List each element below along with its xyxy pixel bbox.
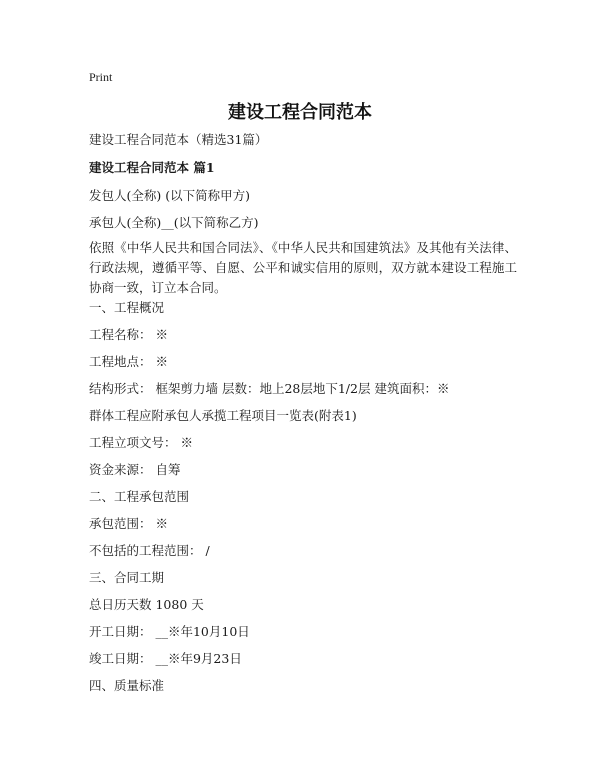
document-title: 建设工程合同范本 bbox=[228, 102, 372, 123]
intro-paragraph: 依照《中华人民共和国合同法》、《中华人民共和国建筑法》及其他有关法律、行政法规，遵循平等、自愿、公平和诚实信用的原则，双方就本建设工程施工协商一致，订立本合同。 bbox=[89, 240, 517, 295]
approval-number-line: 工程立项文号： ※ bbox=[89, 435, 193, 450]
scope-line: 承包范围： ※ bbox=[89, 516, 168, 531]
start-date-line: 开工日期： __※年10月10日 bbox=[89, 624, 250, 639]
project-name-line: 工程名称： ※ bbox=[89, 327, 168, 342]
section-1-heading: 一、工程概况 bbox=[89, 300, 165, 315]
section-3-heading: 三、合同工期 bbox=[89, 570, 165, 585]
contractor-line: 承包人(全称)__(以下简称乙方) bbox=[89, 215, 259, 230]
group-project-line: 群体工程应附承包人承揽工程项目一览表(附表1) bbox=[89, 408, 357, 423]
section-2-heading: 二、工程承包范围 bbox=[89, 489, 190, 504]
excluded-scope-line: 不包括的工程范围： / bbox=[89, 543, 210, 558]
total-days-line: 总日历天数 1080 天 bbox=[89, 597, 204, 612]
section-4-heading: 四、质量标准 bbox=[89, 678, 165, 693]
section-heading: 建设工程合同范本 篇1 bbox=[89, 160, 215, 175]
completion-date-line: 竣工日期： __※年9月23日 bbox=[89, 651, 242, 666]
structure-line: 结构形式： 框架剪力墙 层数：地上28层地下1/2层 建筑面积：※ bbox=[89, 381, 450, 396]
print-label: Print bbox=[89, 70, 113, 84]
project-location-line: 工程地点： ※ bbox=[89, 354, 168, 369]
funding-source-line: 资金来源： 自筹 bbox=[89, 462, 181, 477]
employer-line: 发包人(全称) (以下简称甲方) bbox=[89, 188, 250, 203]
document-subtitle: 建设工程合同范本（精选31篇） bbox=[89, 132, 268, 147]
